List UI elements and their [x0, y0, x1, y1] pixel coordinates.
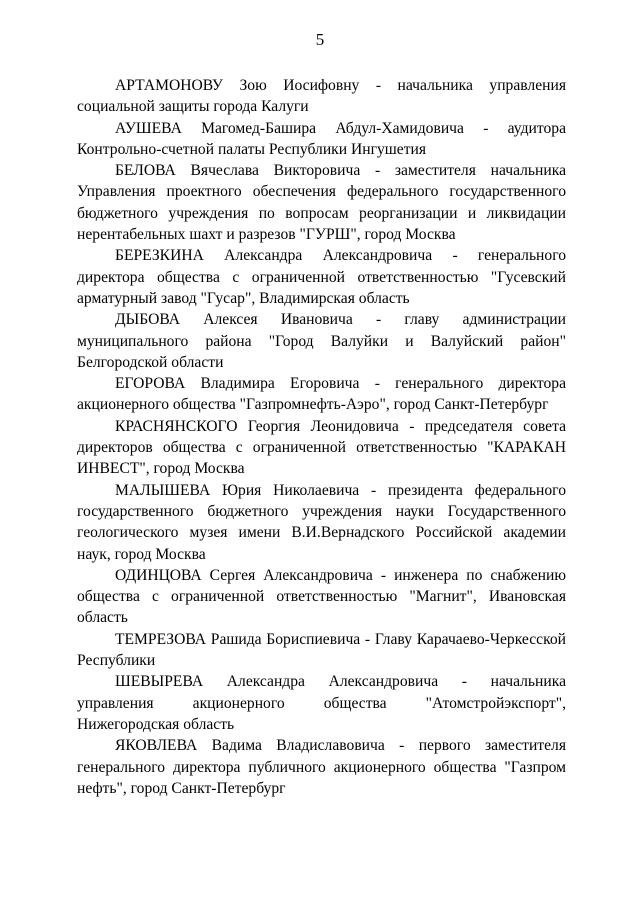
list-item: КРАСНЯНСКОГО Георгия Леонидовича - председателя совета директоров общества с ограниченной ответственностью "КАРАКАН ИНВЕСТ", город Москва: [77, 417, 566, 478]
list-item: АУШЕВА Магомед-Башира Абдул-Хамидовича - аудитора Контрольно-счетной палаты Республики Ингушетия: [77, 119, 566, 158]
list-item: МАЛЫШЕВА Юрия Николаевича - президента федерального государственного бюджетного учреждения науки Государственного геологического музея имени В.И.Вернадского Российской академии наук, город Москва: [77, 481, 566, 563]
list-item: ШЕВЫРЕВА Александра Александровича - начальника управления акционерного общества "Атомстройэкспорт", Нижегородская область: [77, 673, 566, 733]
list-item: ОДИНЦОВА Сергея Александровича - инженера по снабжению общества с ограниченной ответственностью "Магнит", Ивановская область: [77, 566, 566, 627]
page-number: 5: [315, 30, 325, 49]
list-item: АРТАМОНОВУ Зою Иосифовну - начальника управления социальной защиты города Калуги: [77, 77, 566, 116]
list-item: ЕГОРОВА Владимира Егоровича - генерального директора акционерного общества "Газпромнефть-Аэро", город Санкт-Петербург: [77, 375, 566, 414]
list-item: БЕЛОВА Вячеслава Викторовича - заместителя начальника Управления проектного обеспечения федерального государственного бюджетного учреждения по вопросам реорганизации и ликвидации нерентабельных шахт и разрезов "ГУРШ", город Москва: [77, 162, 566, 244]
award-list: [77, 75, 566, 799]
list-item: ТЕМРЕЗОВА Рашида Бориспиевича - Главу Карачаево-Черкесской Республики: [77, 630, 566, 670]
list-item: ДЫБОВА Алексея Ивановича - главу администрации муниципального района "Город Валуйки и Валуйский район" Белгородской области: [77, 311, 566, 371]
list-item: ЯКОВЛЕВА Вадима Владиславовича - первого заместителя генерального директора публичного акционерного общества "Газпром нефть", город Санкт-Петербург: [77, 737, 566, 797]
list-item: БЕРЕЗКИНА Александра Александровича - генерального директора общества с ограниченной ответственностью "Гусевский арматурный завод "Гусар", Владимирская область: [77, 247, 566, 307]
